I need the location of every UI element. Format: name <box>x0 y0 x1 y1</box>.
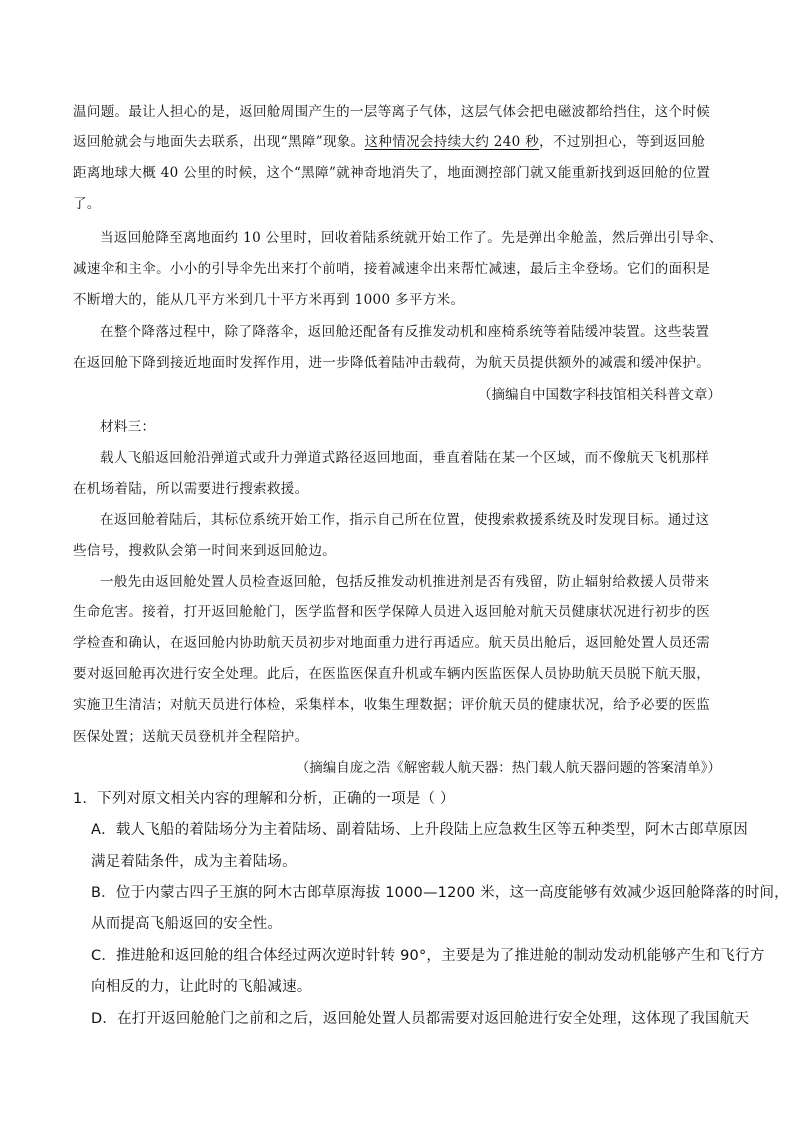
paragraph-line: 些信号，搜救队会第一时间来到返回舱边。 <box>73 543 337 559</box>
paragraph-line: 距离地球大概 40 公里的时候，这个“黑障”就神奇地消失了，地面测控部门就又能重新找到返回舱的位置 <box>73 165 711 181</box>
option-a-continued: 满足着陆条件，成为主着陆场。 <box>91 854 297 870</box>
paragraph-line: 医保处置；送航天员登机并全程陪护。 <box>73 729 309 745</box>
paragraph-line: 不断增大的，能从几平方米到几十平方米再到 1000 多平方米。 <box>73 292 465 308</box>
source-citation: （摘编自中国数字科技馆相关科普文章） <box>478 387 721 403</box>
underlined-sentence: 这种情况会持续大约 240 秒 <box>364 134 540 150</box>
paragraph-line: 在返回舱着陆后，其标位系统开始工作，指示自己所在位置，使搜索救援系统及时发现目标。通过这 <box>100 512 710 528</box>
paragraph-line: 当返回舱降至离地面约 10 公里时，回收着陆系统就开始工作了。先是弹出伞舱盖，然后弹出引导伞、 <box>100 230 723 246</box>
paragraph-line: 生命危害。接着，打开返回舱舱门，医学监督和医学保障人员进入返回舱对航天员健康状况进行初步的医 <box>73 604 711 620</box>
paragraph-line: 实施卫生清洁；对航天员进行体检，采集样本，收集生理数据；评价航天员的健康状况，给予必要的医监 <box>73 697 711 713</box>
paragraph-line: 在返回舱下降到接近地面时发挥作用，进一步降低着陆冲击载荷，为航天员提供额外的减震和缓冲保护。 <box>73 355 711 371</box>
option-d: D．在打开返回舱舱门之前和之后，返回舱处置人员都需要对返回舱进行安全处理，这体现了我国航天 <box>91 1011 750 1027</box>
paragraph-line: 在整个降落过程中，除了降落伞，返回舱还配备有反推发动机和座椅系统等着陆缓冲装置。这些装置 <box>100 324 710 340</box>
paragraph-line: 要对返回舱再次进行安全处理。此后，在医监医保直升机或车辆内医监医保人员协助航天员脱下航天服， <box>73 666 711 682</box>
paragraph-line: 了。 <box>73 196 101 212</box>
text-run: 返回舱就会与地面失去联系，出现“黑障”现象。 <box>73 134 365 150</box>
paragraph-line: 一般先由返回舱处置人员检查返回舱，包括反推发动机推进剂是否有残留，防止辐射给救援人员带来 <box>100 574 710 590</box>
paragraph-line: 温问题。最让人担心的是，返回舱周围产生的一层等离子气体，这层气体会把电磁波都给挡住，这个时候 <box>73 104 711 120</box>
option-c: C．推进舱和返回舱的组合体经过两次逆时针转 90°，主要是为了推进舱的制动发动机能够产生和飞行方 <box>91 948 765 964</box>
text-run: ，不过别担心，等到返回舱 <box>539 134 706 150</box>
paragraph-line: 载人飞船返回舱沿弹道式或升力弹道式路径返回地面，垂直着陆在某一个区域，而不像航天飞机那样 <box>100 450 710 466</box>
option-a: A．载人飞船的着陆场分为主着陆场、副着陆场、上升段陆上应急救生区等五种类型，阿木古郎草原因 <box>91 822 748 838</box>
option-c-continued: 向相反的力，让此时的飞船减速。 <box>91 979 312 995</box>
source-citation: （摘编自庞之浩《解密载人航天器：热门载人航天器问题的答案清单》） <box>295 760 721 776</box>
section-heading: 材料三： <box>100 419 156 435</box>
paragraph-line: 减速伞和主伞。小小的引导伞先出来打个前哨，接着减速伞出来帮忙减速，最后主伞登场。它们的面积是 <box>73 261 711 277</box>
paragraph-line: 学检查和确认，在返回舱内协助航天员初步对地面重力进行再适应。航天员出舱后，返回舱处置人员还需 <box>73 635 711 651</box>
question-stem: 1．下列对原文相关内容的理解和分析，正确的一项是（ ） <box>73 791 455 807</box>
option-b-continued: 从而提高飞船返回的安全性。 <box>91 916 283 932</box>
paragraph-line: 在机场着陆，所以需要进行搜索救援。 <box>73 481 309 497</box>
option-b: B．位于内蒙古四子王旗的阿木古郎草原海拔 1000—1200 米，这一高度能够有效减少返回舱降落的时间， <box>91 885 789 901</box>
paragraph-line <box>73 132 721 152</box>
